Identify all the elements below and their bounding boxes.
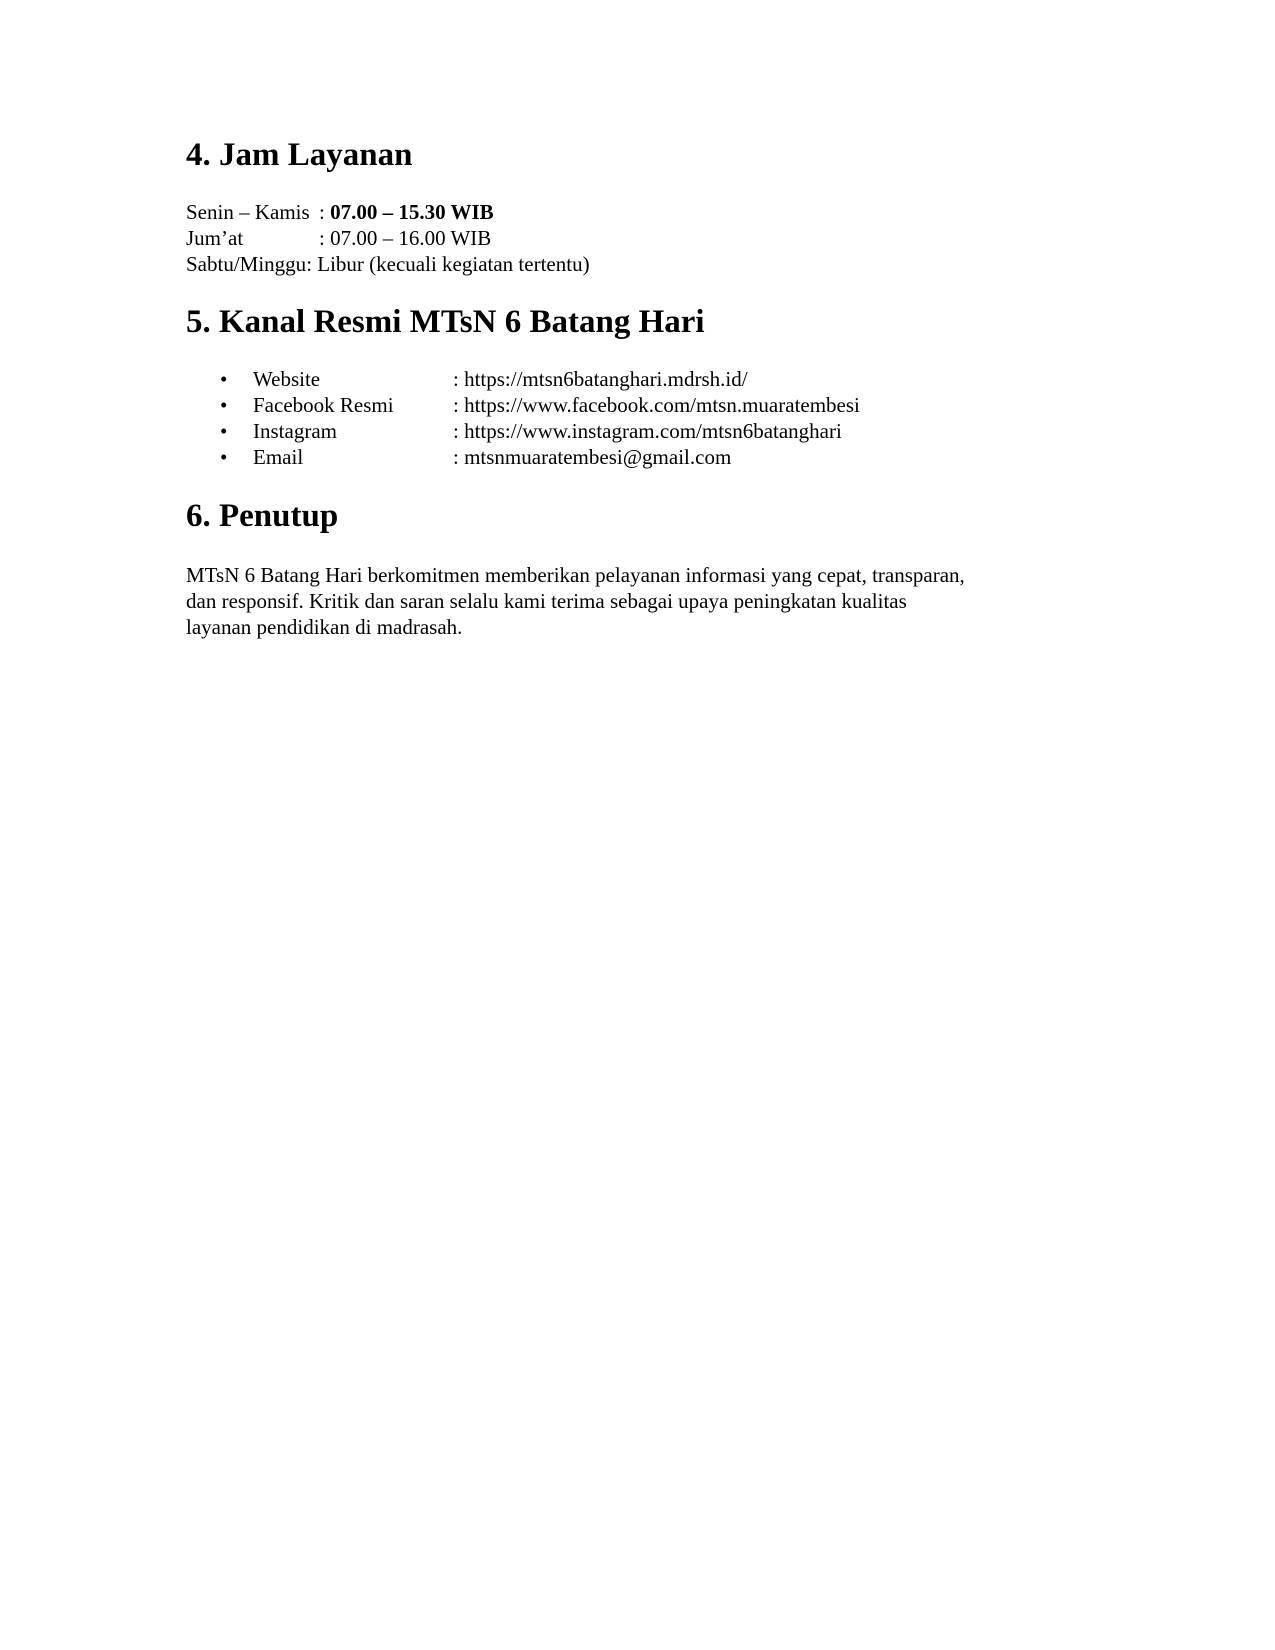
service-hours — [186, 199, 590, 277]
bullet-icon: • — [220, 419, 228, 443]
hours-bold-value: 07.00 – 15.30 WIB — [330, 200, 494, 224]
section-heading-penutup: 6. Penutup — [186, 498, 339, 534]
bullet-icon: • — [220, 393, 228, 417]
hours-label: Jum’at — [186, 226, 244, 250]
channel-link[interactable]: : https://www.instagram.com/mtsn6batanghari — [453, 419, 842, 443]
hours-row-friday — [186, 225, 590, 251]
channel-link[interactable]: : https://www.facebook.com/mtsn.muaratembesi — [453, 393, 860, 417]
hours-row-weekend — [186, 251, 590, 277]
hours-value: : 07.00 – 15.30 WIB — [319, 200, 494, 224]
paragraph-line: dan responsif. Kritik dan saran selalu kami terima sebagai upaya peningkatan kualitas — [186, 589, 907, 613]
channel-label: Website — [253, 367, 321, 391]
bullet-icon: • — [220, 367, 228, 391]
hours-label: Sabtu/Minggu — [186, 252, 307, 276]
section-heading-kanal-resmi: 5. Kanal Resmi MTsN 6 Batang Hari — [186, 304, 705, 340]
channel-label: Facebook Resmi — [253, 393, 394, 417]
channel-link[interactable]: : https://mtsn6batanghari.mdrsh.id/ — [453, 367, 748, 391]
channel-label: Email — [253, 445, 304, 469]
hours-value: : Libur (kecuali kegiatan tertentu) — [306, 252, 590, 276]
section-heading-jam-layanan: 4. Jam Layanan — [186, 137, 413, 173]
hours-value: : 07.00 – 16.00 WIB — [319, 226, 492, 250]
channel-label: Instagram — [253, 419, 337, 443]
bullet-icon: • — [220, 445, 228, 469]
closing-paragraph — [186, 562, 1046, 640]
channel-link[interactable]: : mtsnmuaratembesi@gmail.com — [453, 445, 732, 469]
paragraph-line: MTsN 6 Batang Hari berkomitmen memberikan pelayanan informasi yang cepat, transparan, — [186, 563, 965, 587]
hours-row-weekdays — [186, 199, 590, 225]
hours-label: Senin – Kamis — [186, 200, 310, 224]
paragraph-line: layanan pendidikan di madrasah. — [186, 615, 463, 639]
